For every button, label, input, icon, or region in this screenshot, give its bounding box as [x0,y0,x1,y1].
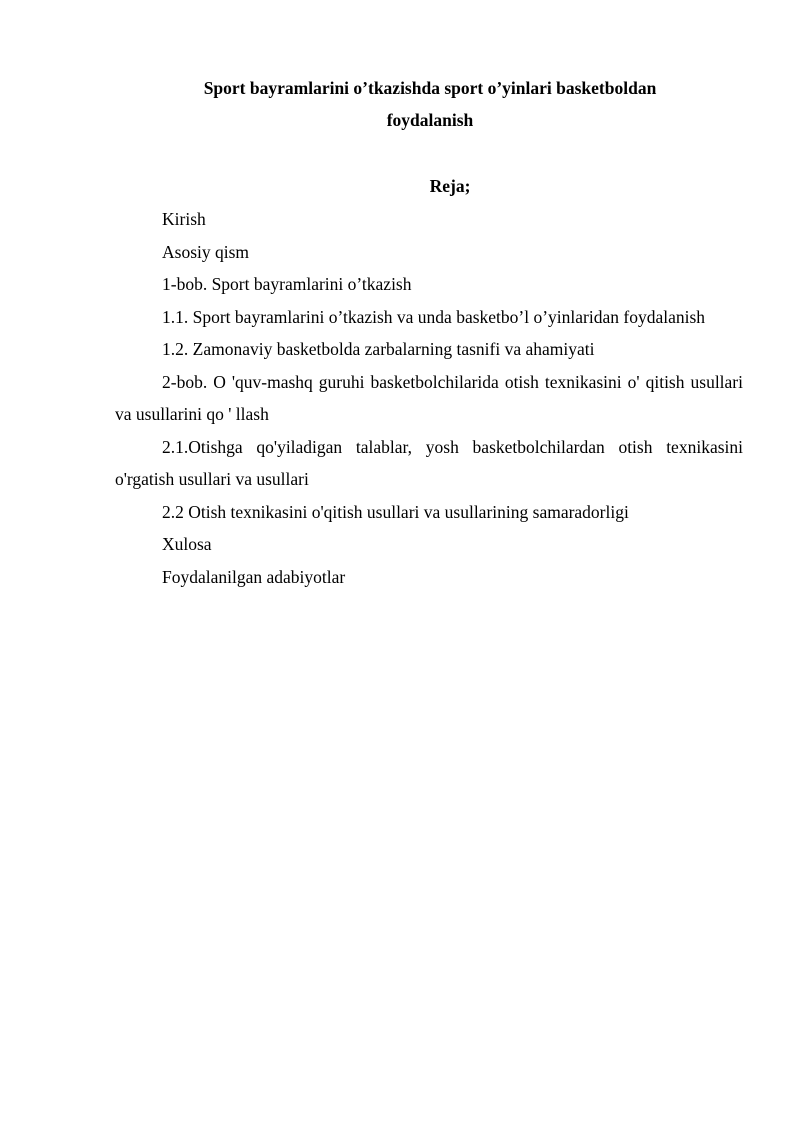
toc-item-chapter-2: 2-bob. O 'quv-mashq guruhi basketbolchilarida otish texnikasini o' qitish usullari va usullarini qo ' llash [115,371,743,424]
toc-item-section-1-1: 1.1. Sport bayramlarini o’tkazish va unda basketbo’l o’yinlaridan foydalanish [162,306,706,327]
document-title-line-1: Sport bayramlarini o’tkazishda sport o’yinlari basketboldan [203,78,657,98]
toc-item-conclusion: Xulosa [162,534,212,554]
toc-item-references: Foydalanilgan adabiyotlar [162,566,346,587]
document-title-line-2: foydalanish [386,110,474,130]
table-of-contents [115,203,743,593]
toc-item-intro: Kirish [162,209,206,229]
toc-item-section-2-2: 2.2 Otish texnikasini o'qitish usullari va usullarining samaradorligi [162,501,629,522]
toc-item-chapter-1: 1-bob. Sport bayramlarini o’tkazish [162,274,412,294]
toc-item-main-part: Asosiy qism [162,241,250,262]
plan-heading: Reja; [429,176,471,196]
toc-item-section-1-2: 1.2. Zamonaviy basketbolda zarbalarning tasnifi va ahamiyati [162,339,595,359]
toc-item-section-2-1: 2.1.Otishga qo'yiladigan talablar, yosh basketbolchilardan otish texnikasini o'rgatish usullari va usullari [115,436,743,489]
